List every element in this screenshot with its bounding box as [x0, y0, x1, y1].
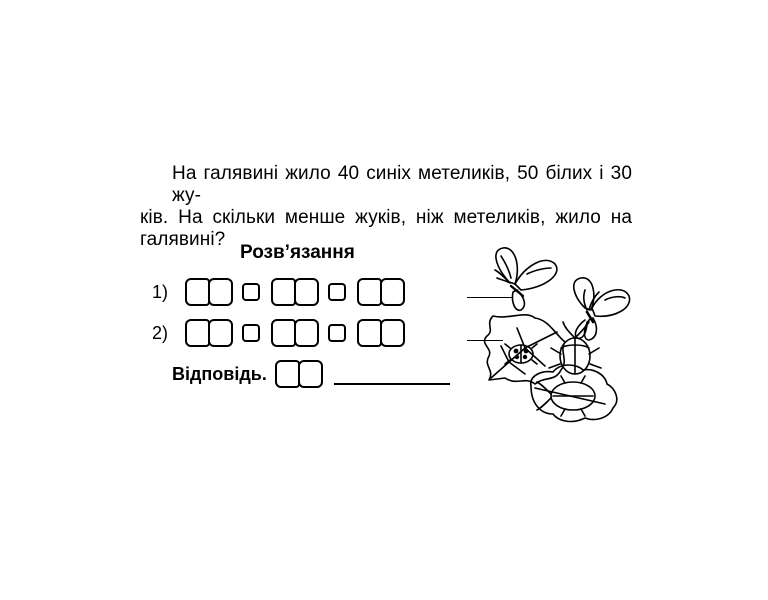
- number-box[interactable]: [357, 278, 403, 306]
- operator-box[interactable]: [242, 324, 260, 342]
- problem-line-1: На галявині жило 40 синіх метеликів, 50 білих і 30 жу-: [172, 163, 632, 206]
- row-number: 2): [152, 322, 169, 343]
- solution-heading: Розв’язання: [240, 242, 355, 263]
- solution-row-1: [152, 277, 403, 307]
- number-box[interactable]: [271, 278, 317, 306]
- number-box[interactable]: [271, 319, 317, 347]
- operator-box[interactable]: [328, 283, 346, 301]
- beetle-icon: [549, 322, 601, 374]
- butterfly-icon: [495, 248, 557, 310]
- butterflies-beetles-illustration: [465, 236, 635, 426]
- answer-number-box[interactable]: [275, 360, 321, 388]
- number-box[interactable]: [185, 278, 231, 306]
- beetle-icon: [537, 376, 595, 416]
- row-number: 1): [152, 281, 169, 302]
- number-box[interactable]: [357, 319, 403, 347]
- answer-unit-line[interactable]: [334, 383, 450, 385]
- operator-box[interactable]: [328, 324, 346, 342]
- answer-label: Відповідь.: [172, 363, 267, 384]
- problem-line-2: ків. На скільки менше жуків, ніж метеликів, жило на: [140, 207, 632, 228]
- answer-row: [172, 360, 450, 388]
- number-box[interactable]: [185, 319, 231, 347]
- solution-row-2: [152, 318, 403, 348]
- ladybug-icon: [505, 344, 537, 364]
- operator-box[interactable]: [242, 283, 260, 301]
- problem-line-3: галявині?: [140, 229, 226, 250]
